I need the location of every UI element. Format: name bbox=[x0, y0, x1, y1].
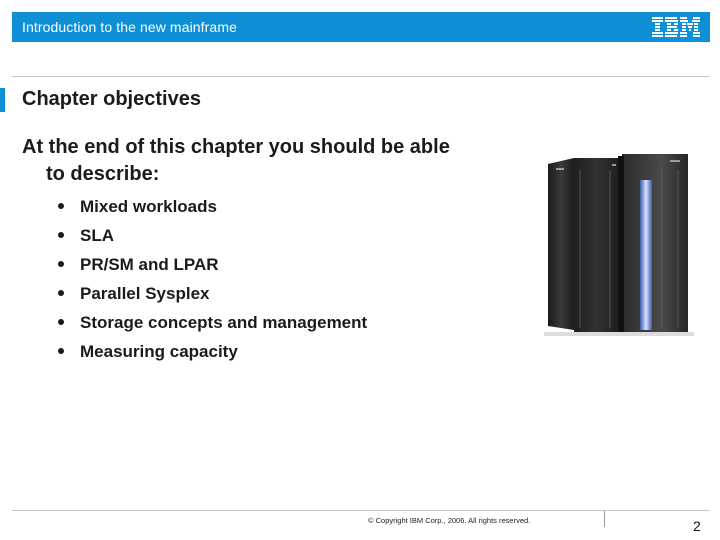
slide-title: Chapter objectives bbox=[22, 88, 201, 110]
header-bar bbox=[12, 12, 710, 42]
list-item-text: SLA bbox=[80, 226, 114, 245]
mainframe-image bbox=[544, 150, 694, 336]
list-item-text: Mixed workloads bbox=[80, 197, 217, 216]
bullet-icon bbox=[58, 261, 64, 267]
copyright-notice: © Copyright IBM Corp., 2006. All rights reserved. bbox=[368, 516, 531, 525]
list-item bbox=[56, 192, 367, 221]
lead-line-1: At the end of this chapter you should be able bbox=[22, 136, 450, 158]
list-item-text: PR/SM and LPAR bbox=[80, 255, 219, 274]
footer-separator bbox=[604, 511, 605, 527]
list-item-text: Measuring capacity bbox=[80, 342, 238, 361]
list-item bbox=[56, 337, 367, 366]
list-item bbox=[56, 279, 367, 308]
list-item-text: Parallel Sysplex bbox=[80, 284, 210, 303]
list-item-text: Storage concepts and management bbox=[80, 313, 368, 332]
header-title: Introduction to the new mainframe bbox=[22, 19, 237, 35]
lead-line-2: to describe: bbox=[46, 163, 160, 185]
list-item bbox=[56, 221, 367, 250]
bullet-icon bbox=[58, 319, 64, 325]
page-number: 2 bbox=[693, 518, 701, 534]
ibm-logo-icon bbox=[652, 17, 700, 37]
list-item bbox=[56, 308, 367, 337]
footer-divider bbox=[12, 510, 710, 511]
bullet-icon bbox=[58, 348, 64, 354]
bullet-icon bbox=[58, 203, 64, 209]
header-divider bbox=[12, 76, 710, 77]
objectives-list bbox=[56, 192, 367, 366]
list-item bbox=[56, 250, 367, 279]
title-accent-bar bbox=[0, 88, 5, 112]
bullet-icon bbox=[58, 290, 64, 296]
bullet-icon bbox=[58, 232, 64, 238]
lead-text bbox=[22, 134, 542, 188]
